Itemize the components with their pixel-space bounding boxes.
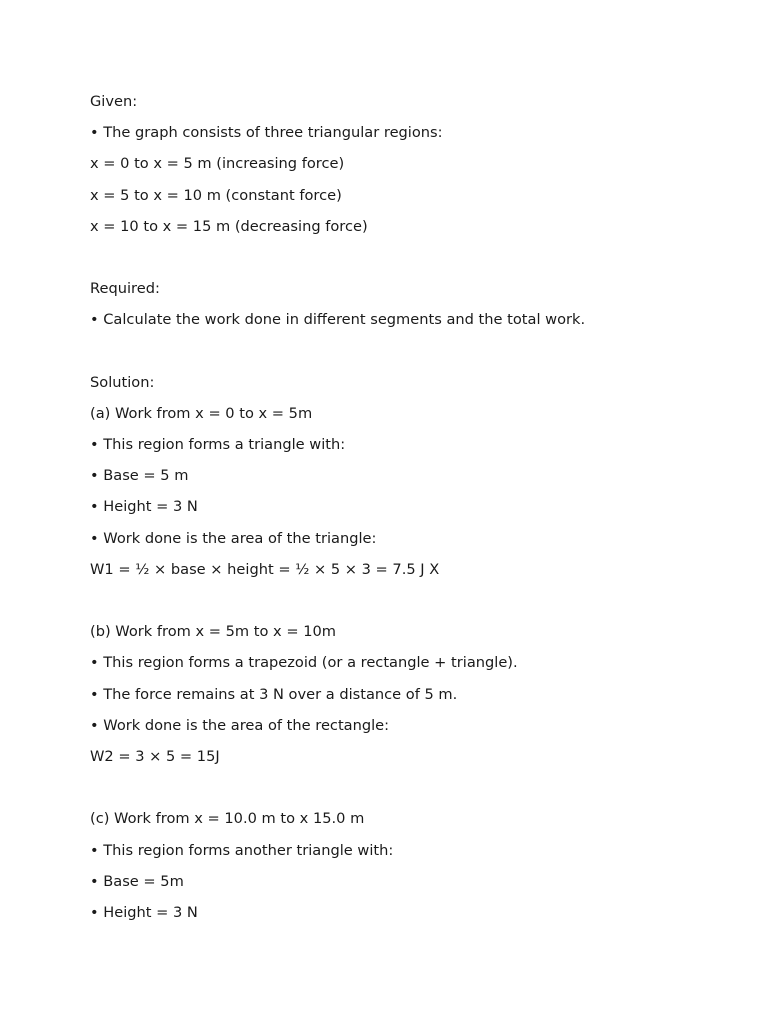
part-a-title: (a) Work from x = 0 to x = 5m bbox=[90, 404, 313, 422]
blank-line bbox=[90, 778, 730, 809]
part-b-line: • The force remains at 3 N over a distance of 5 m. bbox=[90, 685, 458, 703]
part-a-line: • Work done is the area of the triangle: bbox=[90, 529, 377, 547]
part-c-line: • Base = 5m bbox=[90, 872, 184, 890]
part-b-line: • This region forms a trapezoid (or a rectangle + triangle). bbox=[90, 654, 518, 672]
given-line: • The graph consists of three triangular regions: bbox=[90, 124, 443, 142]
part-b-title: (b) Work from x = 5m to x = 10m bbox=[90, 623, 336, 641]
blank-line bbox=[90, 591, 730, 622]
solution-heading: Solution: bbox=[90, 373, 155, 391]
part-c-line: • Height = 3 N bbox=[90, 903, 198, 921]
given-heading: Given: bbox=[90, 93, 138, 110]
blank-line bbox=[90, 342, 730, 373]
blank-line bbox=[90, 248, 730, 279]
part-b-line: • Work done is the area of the rectangle: bbox=[90, 716, 390, 734]
required-heading: Required: bbox=[90, 280, 160, 298]
given-line: x = 0 to x = 5 m (increasing force) bbox=[90, 155, 345, 173]
required-line: • Calculate the work done in different segments and the total work. bbox=[90, 311, 586, 329]
part-b-equation: W2 = 3 × 5 = 15J bbox=[90, 747, 220, 765]
part-c-line: • This region forms another triangle with: bbox=[90, 841, 394, 859]
given-line: x = 5 to x = 10 m (constant force) bbox=[90, 186, 342, 204]
given-line: x = 10 to x = 15 m (decreasing force) bbox=[90, 217, 368, 235]
part-c-title: (c) Work from x = 10.0 m to x 15.0 m bbox=[90, 810, 365, 828]
document-body bbox=[90, 92, 730, 934]
part-a-equation: W1 = ½ × base × height = ½ × 5 × 3 = 7.5 J X bbox=[90, 560, 440, 578]
part-a-line: • Height = 3 N bbox=[90, 498, 198, 516]
part-a-line: • Base = 5 m bbox=[90, 467, 189, 485]
part-a-line: • This region forms a triangle with: bbox=[90, 436, 346, 454]
